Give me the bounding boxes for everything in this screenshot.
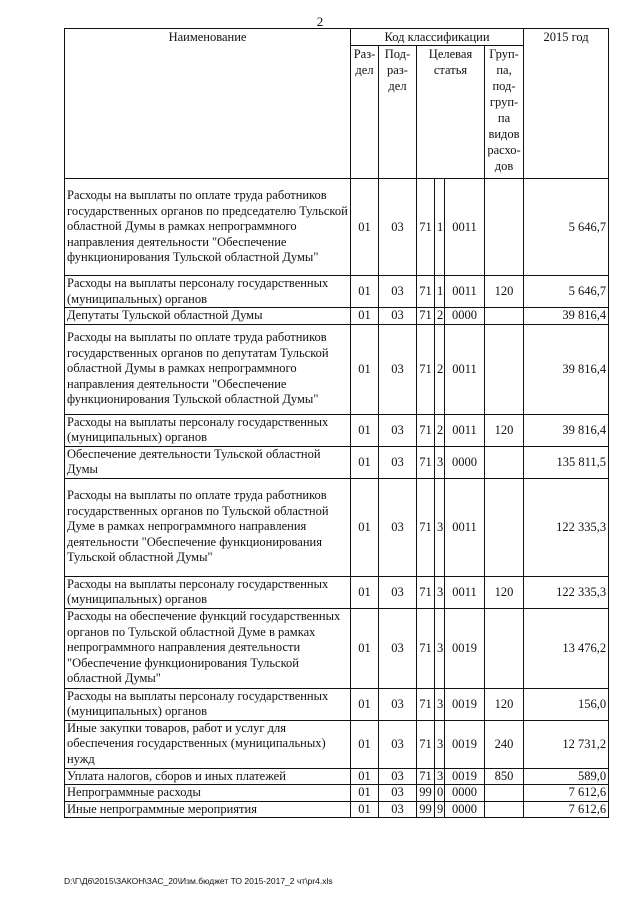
budget-table bbox=[64, 28, 609, 818]
row-section: 01 bbox=[351, 308, 379, 325]
row-target-part1: 71 bbox=[417, 276, 435, 308]
row-subsection: 03 bbox=[379, 801, 417, 818]
table-row bbox=[65, 276, 609, 308]
row-subsection: 03 bbox=[379, 608, 417, 688]
row-subsection: 03 bbox=[379, 308, 417, 325]
row-name: Уплата налогов, сборов и иных платежей bbox=[65, 768, 351, 785]
row-name: Расходы на выплаты по оплате труда работников государственных органов по депутатам Тульской областной Думы в рамках непрограммного направления деятельности "Обеспечение функционирования Тульской областной Думы" bbox=[65, 324, 351, 414]
table-row bbox=[65, 608, 609, 688]
table-row bbox=[65, 478, 609, 576]
row-expense-type bbox=[485, 308, 524, 325]
row-section: 01 bbox=[351, 446, 379, 478]
row-amount: 39 816,4 bbox=[524, 324, 609, 414]
row-subsection: 03 bbox=[379, 276, 417, 308]
row-expense-type bbox=[485, 608, 524, 688]
row-target-part1: 71 bbox=[417, 768, 435, 785]
header-subsection: Под- раз- дел bbox=[379, 46, 417, 179]
row-target-part2: 3 bbox=[435, 720, 445, 768]
row-expense-type: 120 bbox=[485, 688, 524, 720]
row-section: 01 bbox=[351, 608, 379, 688]
row-target-part3: 0000 bbox=[445, 446, 485, 478]
row-section: 01 bbox=[351, 478, 379, 576]
row-name: Депутаты Тульской областной Думы bbox=[65, 308, 351, 325]
row-target-part3: 0011 bbox=[445, 414, 485, 446]
table-row bbox=[65, 720, 609, 768]
row-target-part3: 0011 bbox=[445, 324, 485, 414]
row-subsection: 03 bbox=[379, 478, 417, 576]
row-section: 01 bbox=[351, 720, 379, 768]
row-target-part2: 3 bbox=[435, 576, 445, 608]
row-section: 01 bbox=[351, 785, 379, 802]
row-section: 01 bbox=[351, 179, 379, 276]
row-target-part2: 1 bbox=[435, 179, 445, 276]
row-amount: 7 612,6 bbox=[524, 785, 609, 802]
row-name: Непрограммные расходы bbox=[65, 785, 351, 802]
row-target-part1: 71 bbox=[417, 720, 435, 768]
table-row bbox=[65, 801, 609, 818]
row-target-part1: 71 bbox=[417, 308, 435, 325]
row-expense-type bbox=[485, 478, 524, 576]
row-amount: 122 335,3 bbox=[524, 478, 609, 576]
header-year: 2015 год bbox=[524, 29, 609, 179]
header-name: Наименование bbox=[65, 29, 351, 179]
row-section: 01 bbox=[351, 276, 379, 308]
header-expense-group: Груп- па, под- груп- па видов расхо- дов bbox=[485, 46, 524, 179]
table-row bbox=[65, 688, 609, 720]
row-subsection: 03 bbox=[379, 446, 417, 478]
row-name: Расходы на обеспечение функций государственных органов по Тульской областной Думе в рамках непрограммного направления деятельности "Обеспечение функционирования Тульской областной Думы" bbox=[65, 608, 351, 688]
row-target-part3: 0011 bbox=[445, 276, 485, 308]
row-subsection: 03 bbox=[379, 785, 417, 802]
row-target-part3: 0011 bbox=[445, 478, 485, 576]
row-expense-type: 850 bbox=[485, 768, 524, 785]
row-name: Обеспечение деятельности Тульской областной Думы bbox=[65, 446, 351, 478]
row-amount: 5 646,7 bbox=[524, 276, 609, 308]
row-name: Расходы на выплаты по оплате труда работников государственных органов по Тульской областной Думе в рамках непрограммного направления деятельности "Обеспечение функционирования Тульской областной Думы" bbox=[65, 478, 351, 576]
row-target-part2: 3 bbox=[435, 446, 445, 478]
row-target-part1: 71 bbox=[417, 446, 435, 478]
row-amount: 39 816,4 bbox=[524, 414, 609, 446]
row-expense-type: 240 bbox=[485, 720, 524, 768]
header-classification-code: Код классификации bbox=[351, 29, 524, 46]
row-expense-type bbox=[485, 324, 524, 414]
row-subsection: 03 bbox=[379, 768, 417, 785]
table-row bbox=[65, 576, 609, 608]
row-target-part2: 2 bbox=[435, 414, 445, 446]
table-row bbox=[65, 179, 609, 276]
table-row bbox=[65, 308, 609, 325]
row-amount: 13 476,2 bbox=[524, 608, 609, 688]
row-section: 01 bbox=[351, 801, 379, 818]
row-target-part2: 3 bbox=[435, 608, 445, 688]
row-expense-type bbox=[485, 446, 524, 478]
row-amount: 5 646,7 bbox=[524, 179, 609, 276]
file-path-footer: D:\Г\Д6\2015\ЗАКОН\ЗАС_20\Изм.бюджет ТО 2015-2017_2 чт\pr4.xls bbox=[64, 876, 333, 886]
row-target-part3: 0019 bbox=[445, 688, 485, 720]
row-subsection: 03 bbox=[379, 324, 417, 414]
row-name: Расходы на выплаты персоналу государственных (муниципальных) органов bbox=[65, 576, 351, 608]
row-target-part1: 99 bbox=[417, 785, 435, 802]
row-target-part2: 2 bbox=[435, 308, 445, 325]
row-amount: 589,0 bbox=[524, 768, 609, 785]
row-target-part3: 0019 bbox=[445, 768, 485, 785]
row-target-part1: 71 bbox=[417, 608, 435, 688]
row-section: 01 bbox=[351, 324, 379, 414]
row-name: Расходы на выплаты персоналу государственных (муниципальных) органов bbox=[65, 414, 351, 446]
row-subsection: 03 bbox=[379, 576, 417, 608]
row-name: Иные закупки товаров, работ и услуг для обеспечения государственных (муниципальных) нужд bbox=[65, 720, 351, 768]
row-target-part3: 0019 bbox=[445, 608, 485, 688]
row-target-part2: 1 bbox=[435, 276, 445, 308]
row-target-part3: 0011 bbox=[445, 179, 485, 276]
row-target-part1: 71 bbox=[417, 179, 435, 276]
row-target-part2: 3 bbox=[435, 478, 445, 576]
row-subsection: 03 bbox=[379, 720, 417, 768]
row-section: 01 bbox=[351, 576, 379, 608]
row-subsection: 03 bbox=[379, 179, 417, 276]
row-amount: 7 612,6 bbox=[524, 801, 609, 818]
row-target-part1: 71 bbox=[417, 414, 435, 446]
row-expense-type bbox=[485, 801, 524, 818]
row-target-part1: 71 bbox=[417, 478, 435, 576]
table-row bbox=[65, 785, 609, 802]
row-name: Расходы на выплаты по оплате труда работников государственных органов по председателю Тульской областной Думы в рамках непрограммного направления деятельности "Обеспечение функционирования Тульской областной Думы" bbox=[65, 179, 351, 276]
row-amount: 39 816,4 bbox=[524, 308, 609, 325]
row-target-part3: 0000 bbox=[445, 308, 485, 325]
page-number: 2 bbox=[316, 14, 324, 29]
row-expense-type: 120 bbox=[485, 576, 524, 608]
table-row bbox=[65, 324, 609, 414]
row-expense-type: 120 bbox=[485, 276, 524, 308]
row-name: Расходы на выплаты персоналу государственных (муниципальных) органов bbox=[65, 688, 351, 720]
row-subsection: 03 bbox=[379, 414, 417, 446]
row-target-part2: 0 bbox=[435, 785, 445, 802]
row-target-part3: 0000 bbox=[445, 801, 485, 818]
table-row bbox=[65, 414, 609, 446]
row-target-part3: 0011 bbox=[445, 576, 485, 608]
row-target-part3: 0000 bbox=[445, 785, 485, 802]
header-target-article: Целевая статья bbox=[417, 46, 485, 179]
row-section: 01 bbox=[351, 688, 379, 720]
row-name: Расходы на выплаты персоналу государственных (муниципальных) органов bbox=[65, 276, 351, 308]
row-amount: 156,0 bbox=[524, 688, 609, 720]
row-amount: 122 335,3 bbox=[524, 576, 609, 608]
row-target-part1: 71 bbox=[417, 576, 435, 608]
row-subsection: 03 bbox=[379, 688, 417, 720]
row-target-part2: 2 bbox=[435, 324, 445, 414]
row-section: 01 bbox=[351, 414, 379, 446]
header-section: Раз- дел bbox=[351, 46, 379, 179]
row-target-part2: 9 bbox=[435, 801, 445, 818]
row-name: Иные непрограммные мероприятия bbox=[65, 801, 351, 818]
row-target-part1: 71 bbox=[417, 324, 435, 414]
table-row bbox=[65, 768, 609, 785]
row-section: 01 bbox=[351, 768, 379, 785]
row-target-part2: 3 bbox=[435, 768, 445, 785]
table-row bbox=[65, 446, 609, 478]
row-target-part3: 0019 bbox=[445, 720, 485, 768]
row-amount: 12 731,2 bbox=[524, 720, 609, 768]
row-target-part1: 71 bbox=[417, 688, 435, 720]
row-expense-type: 120 bbox=[485, 414, 524, 446]
row-expense-type bbox=[485, 179, 524, 276]
row-target-part1: 99 bbox=[417, 801, 435, 818]
row-expense-type bbox=[485, 785, 524, 802]
row-target-part2: 3 bbox=[435, 688, 445, 720]
row-amount: 135 811,5 bbox=[524, 446, 609, 478]
